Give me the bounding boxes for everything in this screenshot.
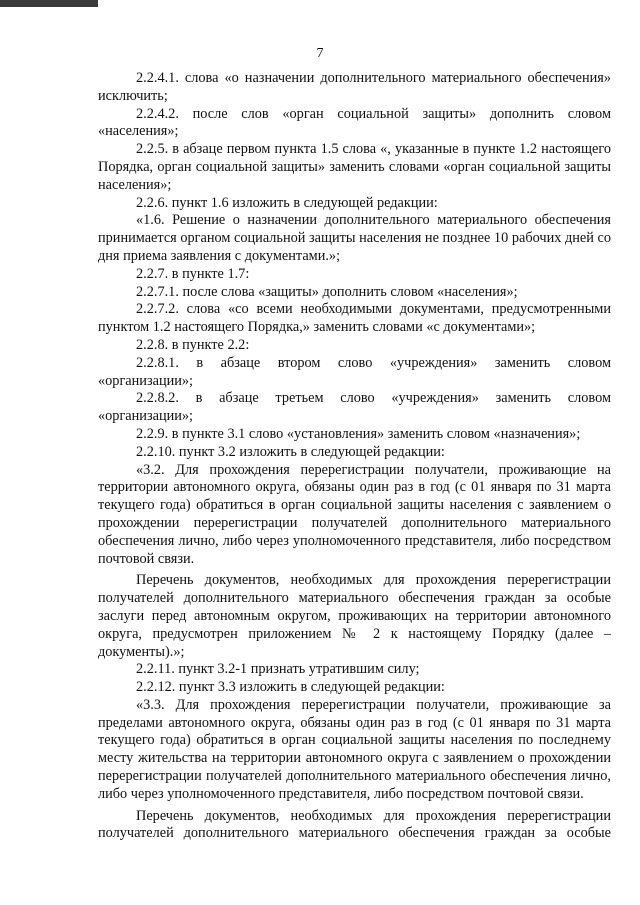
paragraph-2-2-5: 2.2.5. в абзаце первом пункта 1.5 слова «, указанные в пункте 1.2 настоящего Порядка, орган социальной защиты» заменить словами «орган социальной защиты населения»; [98,141,611,193]
document-body [98,70,611,843]
paragraph-2-2-8: 2.2.8. в пункте 2.2: [136,336,250,353]
paragraph-2-2-7: 2.2.7. в пункте 1.7: [136,265,250,282]
paragraph-2-2-4-2: 2.2.4.2. после слов «орган социальной защиты» дополнить словом «населения»; [98,105,611,140]
paragraph-2-2-8-2: 2.2.8.2. в абзаце третьем слово «учреждения» заменить словом «организации»; [98,390,611,425]
paragraph-2-2-8-1: 2.2.8.1. в абзаце втором слово «учреждения» заменить словом «организации»; [98,354,611,389]
paragraph-2-2-7-2: 2.2.7.2. слова «со всеми необходимыми документами, предусмотренными пунктом 1.2 настоящего Порядка,» заменить словами «с документами»; [98,301,611,336]
paragraph-2-2-9: 2.2.9. в пункте 3.1 слово «установления» заменить словом «назначения»; [136,425,581,442]
documents-list-paragraph-continued: Перечень документов, необходимых для прохождения перерегистрации получателей дополнительного материального обеспечения граждан за особые [98,807,611,842]
page-number: 7 [316,46,324,61]
documents-list-paragraph: Перечень документов, необходимых для прохождения перерегистрации получателей дополнительного материального обеспечения граждан за особые заслуги перед автономным округом, проживающих на территории автономного округа, предусмотрен приложением № 2 к настоящему Порядку (далее – документы).»; [98,572,611,660]
paragraph-2-2-4-1: 2.2.4.1. слова «о назначении дополнительного материального обеспечения» исключить; [98,70,611,104]
paragraph-2-2-11: 2.2.11. пункт 3.2-1 признать утратившим силу; [136,661,420,678]
quote-3-3: «3.3. Для прохождения перерегистрации получатели, проживающие за пределами автономного округа, обязаны один раз в год (с 01 января по 31 марта текущего года) обратиться в орган социальной защиты населения по последнему месту жительства на территории автономного округа с заявлением о прохождении перерегистрации получателей дополнительного материального обеспечения лично, либо через уполномоченного представителя, либо посредством почтовой связи. [98,696,611,802]
paragraph-2-2-10: 2.2.10. пункт 3.2 изложить в следующей редакции: [136,443,445,460]
paragraph-2-2-7-1: 2.2.7.1. после слова «защиты» дополнить словом «населения»; [136,283,518,300]
quote-1-6: «1.6. Решение о назначении дополнительного материального обеспечения принимается органом социальной защиты населения не позднее 10 рабочих дней со дня приема заявления с документами.»; [98,212,611,264]
scan-corner-mark [0,0,98,7]
paragraph-2-2-6: 2.2.6. пункт 1.6 изложить в следующей редакции: [136,194,438,211]
paragraph-2-2-12: 2.2.12. пункт 3.3 изложить в следующей редакции: [136,679,445,696]
quote-3-2: «3.2. Для прохождения перерегистрации получатели, проживающие на территории автономного округа, обязаны один раз в год (с 01 января по 31 марта текущего года) обратиться в орган социальной защиты населения с заявлением о прохождении перерегистрации получателей дополнительного материального обеспечения лично, либо через уполномоченного представителя, либо посредством почтовой связи. [98,461,611,567]
